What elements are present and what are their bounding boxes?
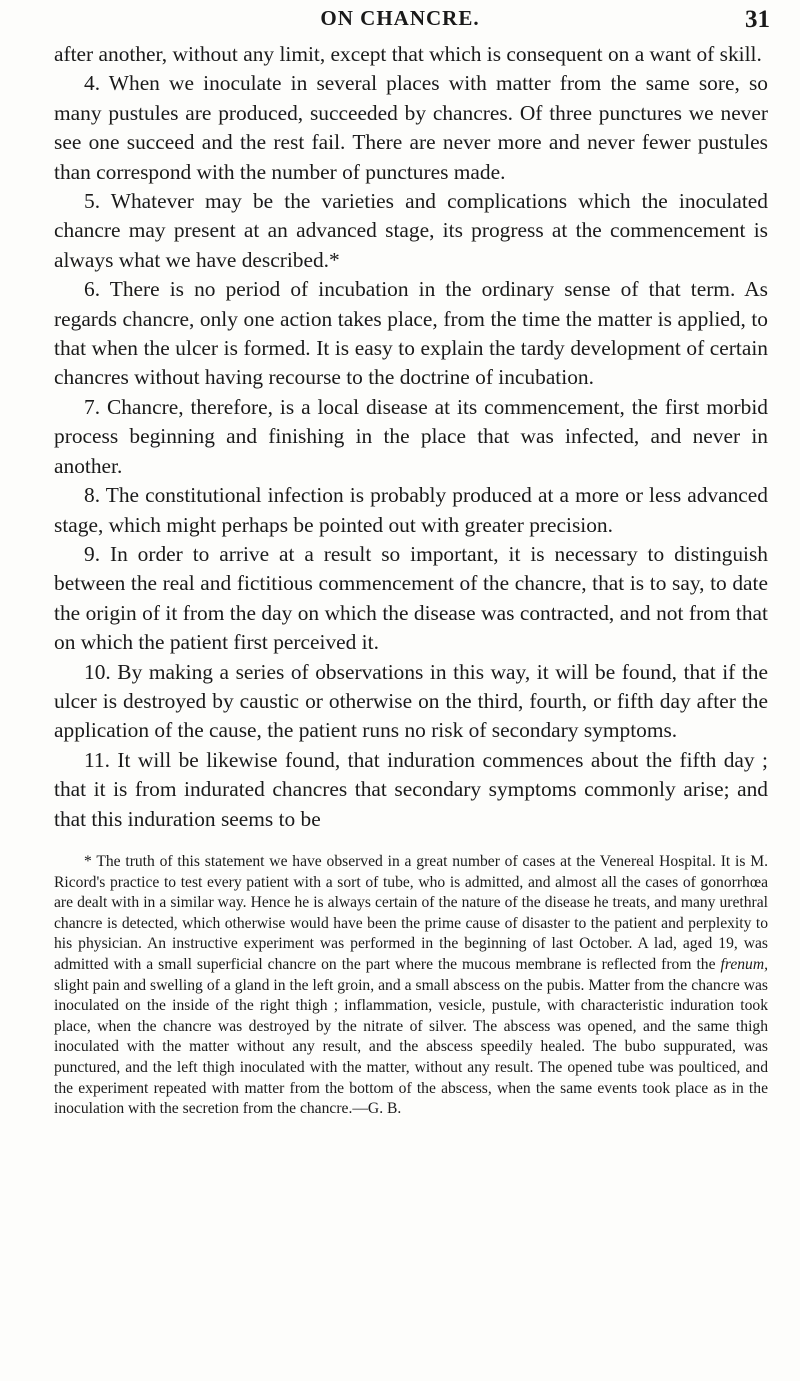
paragraph-4: 4. When we inoculate in several places with matter from the same sore, so many pustules are produced, succeeded by chancres. Of three punctures we never see one succeed and the rest fail. There are never more and never fewer pustules than correspond with the number of punctures made. bbox=[54, 71, 768, 184]
page-number: 31 bbox=[745, 6, 770, 33]
paragraph-5: 5. Whatever may be the varieties and complications which the inoculated chancre may present at an advanced stage, its progress at the commencement is always what we have described.* bbox=[54, 189, 768, 272]
paragraph-7: 7. Chancre, therefore, is a local disease at its commencement, the first morbid process beginning and finishing in the place that was infected, and never in another. bbox=[54, 394, 768, 478]
paragraph-9: 9. In order to arrive at a result so important, it is necessary to distinguish between the real and fictitious commencement of the chancre, that is to say, to date the origin of it from the day on which the disease was contracted, and not from that on which the patient first perceived it. bbox=[54, 541, 768, 655]
footnote-italic-term: frenum, bbox=[720, 955, 768, 973]
footnote-text bbox=[54, 852, 768, 1120]
paragraph-11: 11. It will be likewise found, that induration commences about the fifth day ; that it is from indurated chancres that secondary symptoms commonly arise; and that this induration seems to be bbox=[54, 747, 768, 831]
paragraph-10: 10. By making a series of observations in this way, it will be found, that if the ulcer is destroyed by caustic or otherwise on the third, fourth, or fifth day after the application of the cause, the patient runs no risk of secondary symptoms. bbox=[54, 659, 768, 743]
paragraph-6: 6. There is no period of incubation in the ordinary sense of that term. As regards chancre, only one action takes place, from the time the matter is applied, to that when the ulcer is formed. It is easy to explain the tardy development of certain chancres without having recourse to the doctrine of incubation. bbox=[54, 277, 768, 390]
paragraph-8: 8. The constitutional infection is probably produced at a more or less advanced stage, which might perhaps be pointed out with greater precision. bbox=[54, 483, 768, 537]
paragraph-continued: after another, without any limit, except that which is consequent on a want of skill. bbox=[54, 42, 762, 66]
footnote bbox=[54, 852, 768, 1120]
footnote-text-part2: slight pain and swelling of a gland in the left groin, and a small abscess on the pubis. Matter from the chancre was inoculated on the inside of the right thigh ; inflammation, vesicle, pustule, with characteristic induration took place, when the chancre was destroyed by the nitrate of silver. The abscess was opened, and the same thigh inoculated with the matter without any result, and the abscess speedily healed. The bubo suppurated, was punctured, and the left thigh inoculated with the matter, without any result. The opened tube was poulticed, and the experiment repeated with matter from the bottom of the abscess, when the same events took place as in the inoculation with the secretion from the chancre.—G. B. bbox=[54, 976, 768, 1118]
footnote-text-part1: * The truth of this statement we have observed in a great number of cases at the Venereal Hospital. It is M. Ricord's practice to test every patient with a sort of tube, who is admitted, and almost all the cases of gonorrhœa are dealt with in a similar way. Hence he is always certain of the nature of the disease he treats, and many urethral chancre is detected, which otherwise would have been the prime cause of disaster to the patient and perplexity to his physician. An instructive experiment was performed in the beginning of last October. A lad, aged 19, was admitted with a small superficial chancre on the part where the mucous membrane is reflected from the bbox=[54, 853, 768, 973]
body-text bbox=[54, 40, 768, 834]
running-head bbox=[0, 4, 800, 38]
running-title: ON CHANCRE. bbox=[320, 6, 480, 30]
